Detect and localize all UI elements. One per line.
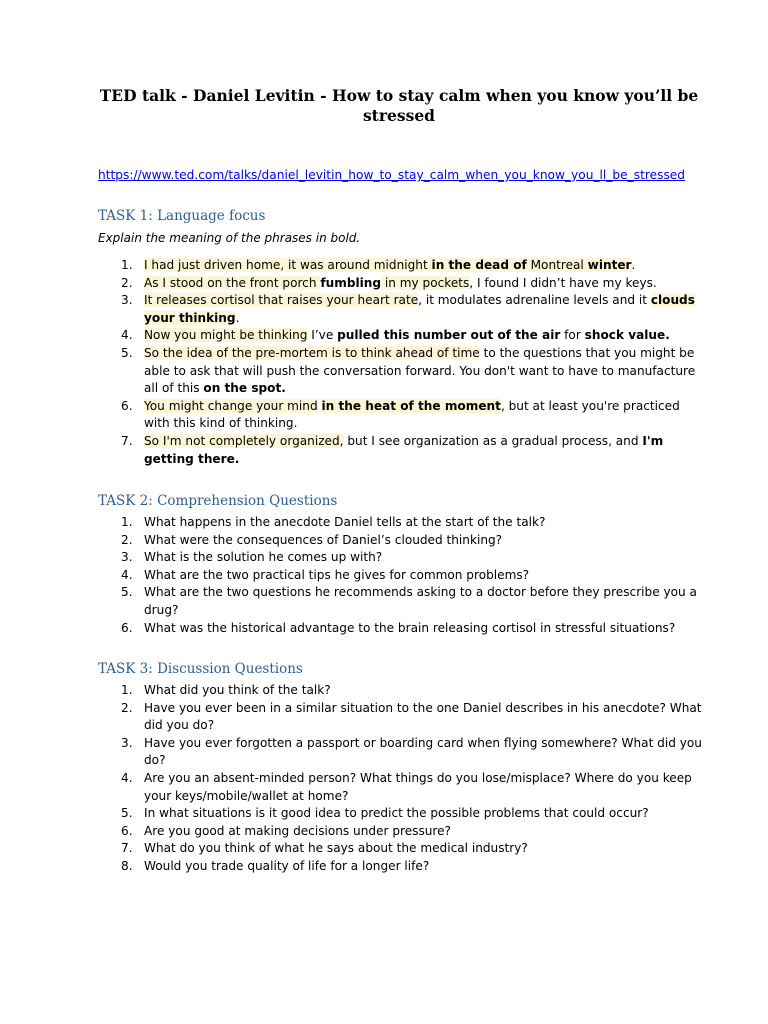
list-item-text: . [235,310,240,325]
list-item-text: In what situations is it good idea to predict the possible problems that could occur? [144,806,649,821]
list-item-number: 7. [121,841,133,856]
task2-list [98,514,704,637]
list-item-number: 2. [121,275,133,290]
list-item-text: What did you think of the talk? [144,683,331,697]
list-item-text: What are the two questions he recommends asking to a doctor before they prescribe you a drug? [144,585,697,617]
list-item [98,257,704,275]
list-item [98,567,704,585]
list-item [98,770,704,805]
bold-phrase: pulled this number out of the air [337,328,561,343]
list-item [98,700,704,735]
list-item [98,584,704,619]
list-item [98,345,704,398]
list-item [98,549,704,567]
list-item-text: for [560,328,585,343]
list-item-text: What do you think of what he says about the medical industry? [144,841,528,856]
bold-phrase: fumbling [320,275,382,290]
bold-phrase: in the dead of [431,258,527,272]
list-item-text: Have you ever been in a similar situation to the one Daniel describes in his anecdote? What did you do? [144,700,702,733]
list-item [98,275,704,293]
task3-list [98,682,704,876]
ted-talk-link[interactable]: https://www.ted.com/talks/daniel_levitin_how_to_stay_calm_when_you_know_you_ll_be_stressed [98,168,686,182]
list-item-text: So I'm not completely organized, [144,433,344,448]
list-item [98,682,704,700]
list-item [98,823,704,841]
list-item [98,532,704,550]
list-item-number: 1. [121,258,133,272]
list-item-number: 2. [121,700,133,715]
task1-list [98,257,704,468]
list-item-number: 8. [121,858,133,873]
list-item [98,292,704,327]
list-item [98,735,704,770]
list-item-text: As I stood on the front porch [144,275,321,290]
list-item [98,620,704,638]
list-item-text: So the idea of the pre-mortem is to think ahead of time [144,345,480,360]
list-item-number: 1. [121,683,133,697]
bold-phrase: shock value. [584,328,670,343]
list-item-text: It releases cortisol that raises your heart rate [144,293,419,308]
list-item [98,433,704,468]
task3-heading: TASK 3: Discussion Questions [98,661,303,677]
list-item-number: 5. [121,806,133,821]
list-item-number: 7. [121,433,133,448]
list-item-text [318,399,322,413]
task1-instruction: Explain the meaning of the phrases in bold. [98,231,361,245]
task1-heading: TASK 1: Language focus [98,208,266,224]
list-item-number: 3. [121,735,133,750]
list-item-text: , I found I didn’t have my keys. [469,275,657,290]
list-item [98,805,704,823]
list-item-text: to the questions that you might be able to ask that will push the conversation forward. You don't want to have to manufacture all of this [144,345,696,396]
list-item [98,398,704,433]
list-item-text: in my pockets [381,275,470,290]
list-item [98,840,704,858]
list-item-text: Have you ever forgotten a passport or boarding card when flying somewhere? What did you do? [144,735,702,768]
list-item-text: What were the consequences of Daniel’s clouded thinking? [144,532,503,547]
list-item-text: Are you good at making decisions under pressure? [144,823,451,838]
list-item-number: 6. [121,398,133,413]
list-item-text: You might change your mind [144,398,318,413]
list-item-number: 3. [121,293,133,308]
list-item-number: 4. [121,328,133,343]
list-item-number: 5. [121,345,133,360]
list-item-number: 2. [121,532,133,547]
task2-heading: TASK 2: Comprehension Questions [98,493,338,509]
bold-phrase: on the spot. [203,381,286,396]
list-item-text: Now you might be thinking [144,328,308,343]
list-item-number: 4. [121,567,133,582]
list-item-number: 3. [121,550,133,565]
list-item-text: What happens in the anecdote Daniel tells at the start of the talk? [144,515,546,529]
list-item-text: I’ve [307,328,338,343]
list-item-text: What are the two practical tips he gives for common problems? [144,567,530,582]
bold-phrase: clouds your thinking [144,293,695,325]
list-item-number: 4. [121,770,133,785]
list-item-number: 6. [121,620,133,635]
bold-phrase: in the heat of the moment [321,398,501,413]
list-item-number: 1. [121,515,133,529]
list-item-text: What is the solution he comes up with? [144,550,383,565]
list-item-number: 6. [121,823,133,838]
list-item-text: , but at least you're practiced with this kind of thinking. [144,398,680,431]
list-item-number: 5. [121,585,133,600]
list-item [98,327,704,345]
list-item-text: . [631,258,636,272]
list-item-text: Are you an absent-minded person? What things do you lose/misplace? Where do you keep your keys/mobile/wallet at home? [144,770,692,803]
bold-phrase: winter [587,258,632,272]
list-item-text: , it modulates adrenaline levels and it [418,293,651,308]
list-item [98,858,704,876]
document-title: TED talk - Daniel Levitin - How to stay calm when you know you’ll be stressed [99,86,699,125]
list-item-text: Montreal [526,258,588,272]
list-item-text: I had just driven home, it was around midnight [144,258,432,272]
list-item [98,514,704,532]
list-item-text: Would you trade quality of life for a longer life? [144,858,430,873]
bold-phrase: I'm getting there. [144,433,664,466]
list-item-text: What was the historical advantage to the brain releasing cortisol in stressful situations? [144,620,676,635]
list-item-text: but I see organization as a gradual process, and [343,433,643,448]
